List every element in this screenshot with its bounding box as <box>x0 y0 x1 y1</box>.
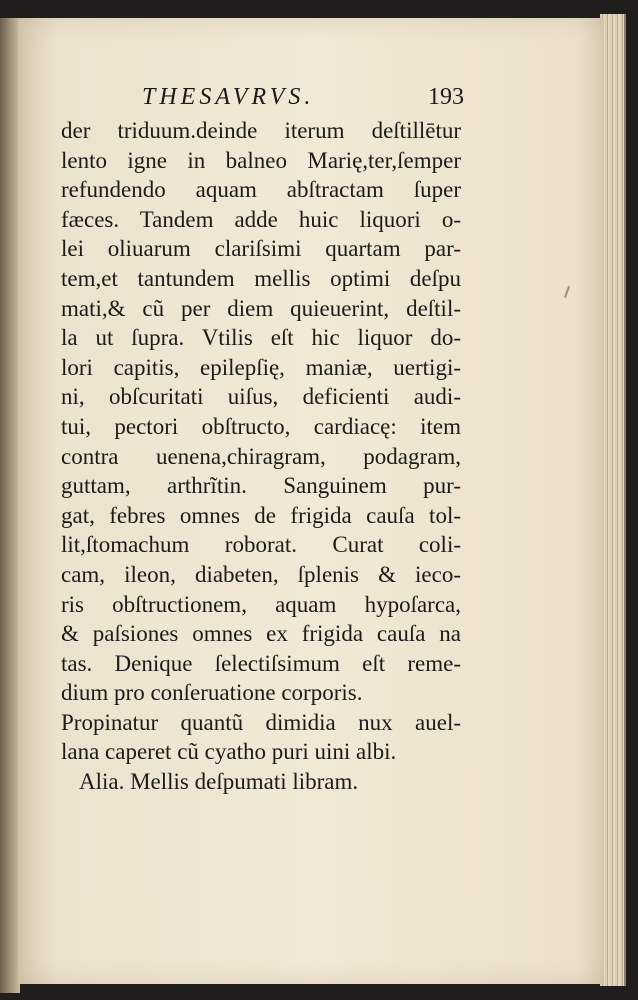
text-line: ris obſtructionem, aquam hypoſarca, <box>61 591 461 617</box>
text-line: lori capitis, epilepſię, maniæ, uertigi- <box>61 354 461 380</box>
text-line: ni, obſcuritati uiſus, deficienti audi- <box>61 384 461 410</box>
text-line: tas. Denique ſelectiſsimum eſt reme- <box>61 650 461 676</box>
text-line: dium pro conſeruatione corporis. <box>61 680 363 706</box>
text-line: lento igne in balneo Marię,ter,ſemper <box>61 147 461 173</box>
text-line: lana caperet cũ cyatho puri uini albi. <box>61 739 397 765</box>
text-line: lei oliuarum clariſsimi quartam par- <box>61 236 461 262</box>
text-line: la ut ſupra. Vtilis eſt hic liquor do- <box>61 325 461 351</box>
text-line: der triduum.deinde iterum deſtillētur <box>61 118 461 143</box>
body-text <box>61 116 461 797</box>
text-line: fæces. Tandem adde huic liquori o- <box>61 206 461 232</box>
text-line: mati,& cũ per diem quieuerint, deſtil- <box>61 295 461 321</box>
page-number: 193 <box>428 84 464 110</box>
text-line: gat, febres omnes de frigida cauſa tol- <box>61 502 461 528</box>
binding-edge <box>0 18 20 993</box>
page-header <box>142 84 462 114</box>
text-line: tui, pectori obſtructo, cardiacę: item <box>61 413 461 439</box>
text-line: guttam, arthrĩtin. Sanguinem pur- <box>61 473 461 499</box>
text-line: Alia. Mellis deſpumati libram. <box>79 769 359 795</box>
text-line: cam, ileon, diabeten, ſplenis & iecο- <box>61 561 461 587</box>
text-line: contra uenena,chiragram, podagram, <box>61 443 461 469</box>
ink-mark <box>564 286 570 298</box>
text-line: Propinatur quantũ dimidia nux auel- <box>61 709 461 735</box>
text-line: refundendo aquam abſtractam ſuper <box>61 177 461 203</box>
text-line: tem,et tantundem mellis optimi deſpu <box>61 265 461 291</box>
text-line: & paſsiones omnes ex frigida cauſa na <box>61 621 461 647</box>
text-line: lit,ſtomachum roborat. Curat coli- <box>61 532 461 558</box>
running-head: THESAVRVS. <box>142 84 315 110</box>
